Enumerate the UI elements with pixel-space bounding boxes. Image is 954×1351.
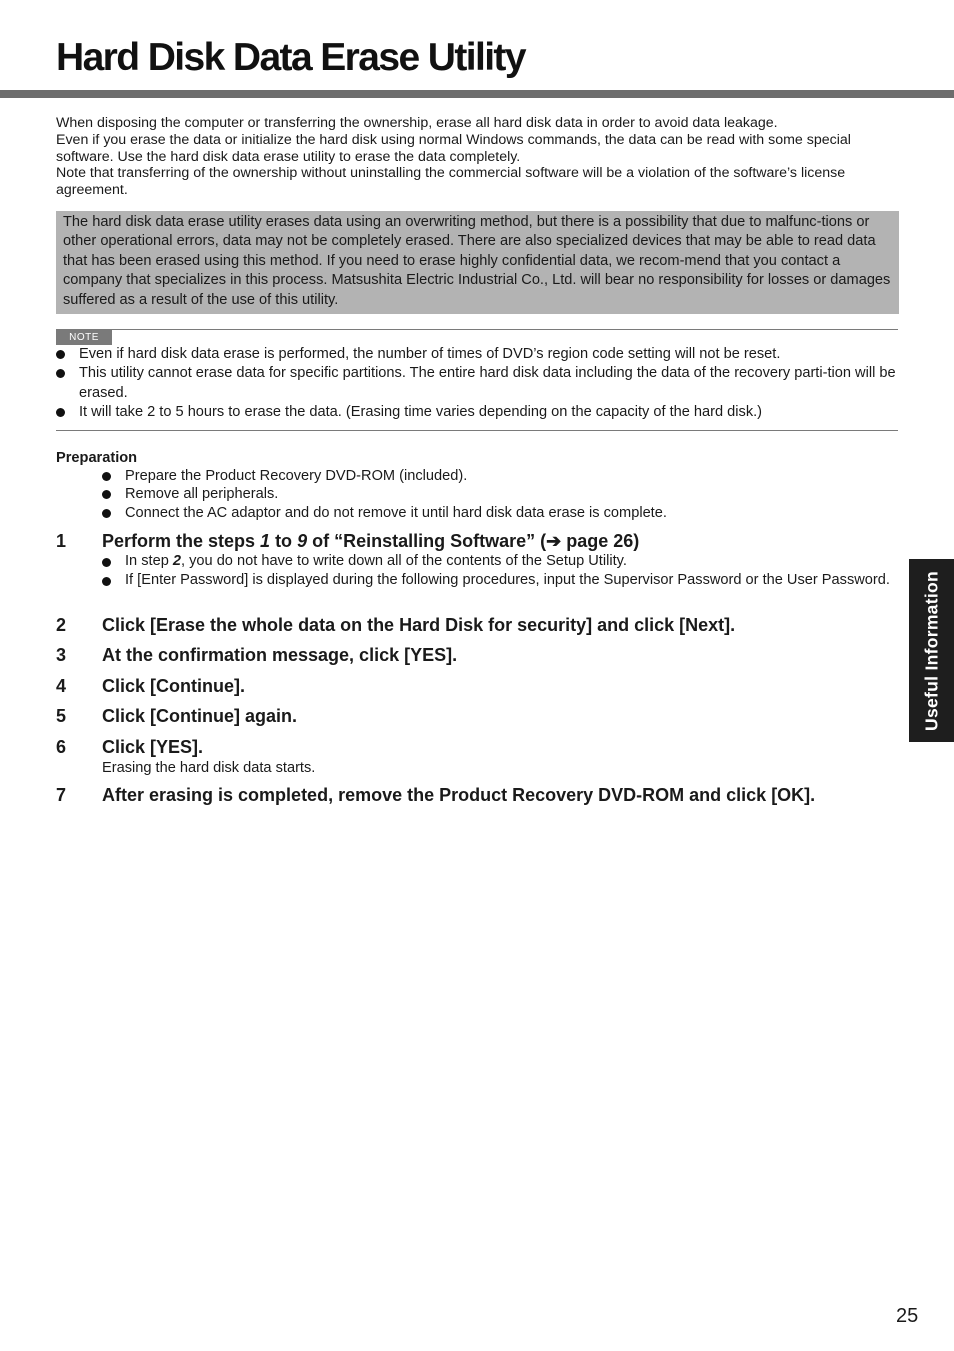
preparation-item	[102, 504, 892, 522]
title-underline-bar	[0, 90, 954, 98]
bullet-icon	[56, 408, 65, 417]
preparation-list	[102, 467, 892, 522]
step-number: 2	[56, 615, 67, 635]
bullet-icon	[56, 350, 65, 359]
bullet-icon	[102, 558, 111, 567]
step-text	[102, 530, 639, 552]
page-title: Hard Disk Data Erase Utility	[56, 36, 525, 79]
bullet-icon	[102, 577, 111, 586]
intro-paragraph: Note that transferring of the ownership without uninstalling the commercial software will be a violation of the software’s license agreement.	[56, 165, 846, 199]
note-item-text: Even if hard disk data erase is performed, the number of times of DVD’s region code setting will not be reset.	[79, 346, 781, 362]
step-1-sublist	[102, 553, 892, 589]
step-number: 1	[56, 531, 67, 551]
preparation-heading: Preparation	[56, 450, 138, 466]
step-reference: 2	[172, 553, 181, 569]
step-text-part: of “Reinstalling Software” (	[307, 531, 547, 551]
step-number: 4	[56, 676, 67, 696]
page-number: 25	[896, 1305, 919, 1327]
intro-paragraph: When disposing the computer or transferring the ownership, erase all hard disk data in order to avoid data leakage.	[56, 115, 778, 131]
step-note: Erasing the hard disk data starts.	[102, 760, 316, 776]
bullet-icon	[102, 472, 111, 481]
step-number: 3	[56, 645, 67, 665]
step-page-ref: page 26)	[561, 531, 640, 551]
step-text-part: to	[270, 531, 298, 551]
preparation-item-text: Connect the AC adaptor and do not remove it until hard disk data erase is complete.	[125, 504, 667, 521]
step-ref-start: 1	[260, 531, 271, 551]
step-text: At the confirmation message, click [YES].	[102, 645, 458, 665]
sub-item-text: In step	[125, 553, 173, 569]
note-item-text: This utility cannot erase data for specific partitions. The entire hard disk data including the data of the recovery parti-tion will be erased.	[79, 365, 896, 401]
step-ref-end: 9	[297, 531, 308, 551]
preparation-item	[102, 485, 892, 503]
section-side-tab	[909, 559, 954, 742]
step-number: 7	[56, 785, 67, 805]
intro-paragraph: Even if you erase the data or initialize the hard disk using normal Windows commands, the data can be read with some special software. Use the hard disk data erase utility to erase the data completely.	[56, 131, 851, 165]
arrow-right-icon: ➔	[546, 531, 562, 551]
bullet-icon	[102, 490, 111, 499]
note-item	[56, 403, 899, 422]
note-list	[56, 345, 899, 423]
bullet-icon	[56, 369, 65, 378]
bullet-icon	[102, 509, 111, 518]
step-text: Click [Continue].	[102, 676, 245, 696]
step-text: After erasing is completed, remove the Product Recovery DVD-ROM and click [OK].	[102, 785, 816, 805]
step-text: Click [Continue] again.	[102, 706, 298, 726]
step-text: Click [YES].	[102, 737, 204, 757]
step-text-part: Perform the steps	[102, 531, 261, 551]
preparation-item-text: Remove all peripherals.	[125, 486, 279, 503]
note-divider-bottom	[56, 430, 898, 431]
sub-item-text: If [Enter Password] is displayed during the following procedures, input the Supervisor Password or the User Password.	[125, 571, 890, 588]
sub-item-text: , you do not have to write down all of the contents of the Setup Utility.	[181, 553, 627, 569]
note-divider-top	[56, 329, 898, 330]
warning-box: The hard disk data erase utility erases data using an overwriting method, but there is a possibility that due to malfunc-tions or other operational errors, data may not be completely erased. There are also specialized devices that may be able to read data that has been erased using this method. If you need to erase highly confidential data, we recom-mend that you contact a company that specializes in this process. Matsushita Electric Industrial Co., Ltd. will bear no responsibility for losses or damages suffered as a result of the use of this utility.	[56, 211, 899, 314]
sub-item	[102, 572, 892, 590]
preparation-item-text: Prepare the Product Recovery DVD-ROM (included).	[125, 468, 468, 484]
note-item	[56, 364, 899, 403]
note-item	[56, 345, 899, 364]
step-number: 5	[56, 706, 67, 726]
section-side-tab-label: Useful Information	[921, 570, 941, 731]
note-label: NOTE	[56, 330, 112, 345]
preparation-item	[102, 467, 892, 485]
intro-text	[56, 115, 901, 199]
note-item-text: It will take 2 to 5 hours to erase the data. (Erasing time varies depending on the capacity of the hard disk.)	[79, 404, 763, 421]
step-text: Click [Erase the whole data on the Hard Disk for security] and click [Next].	[102, 615, 736, 635]
sub-item	[102, 553, 892, 571]
step-number: 6	[56, 737, 67, 757]
